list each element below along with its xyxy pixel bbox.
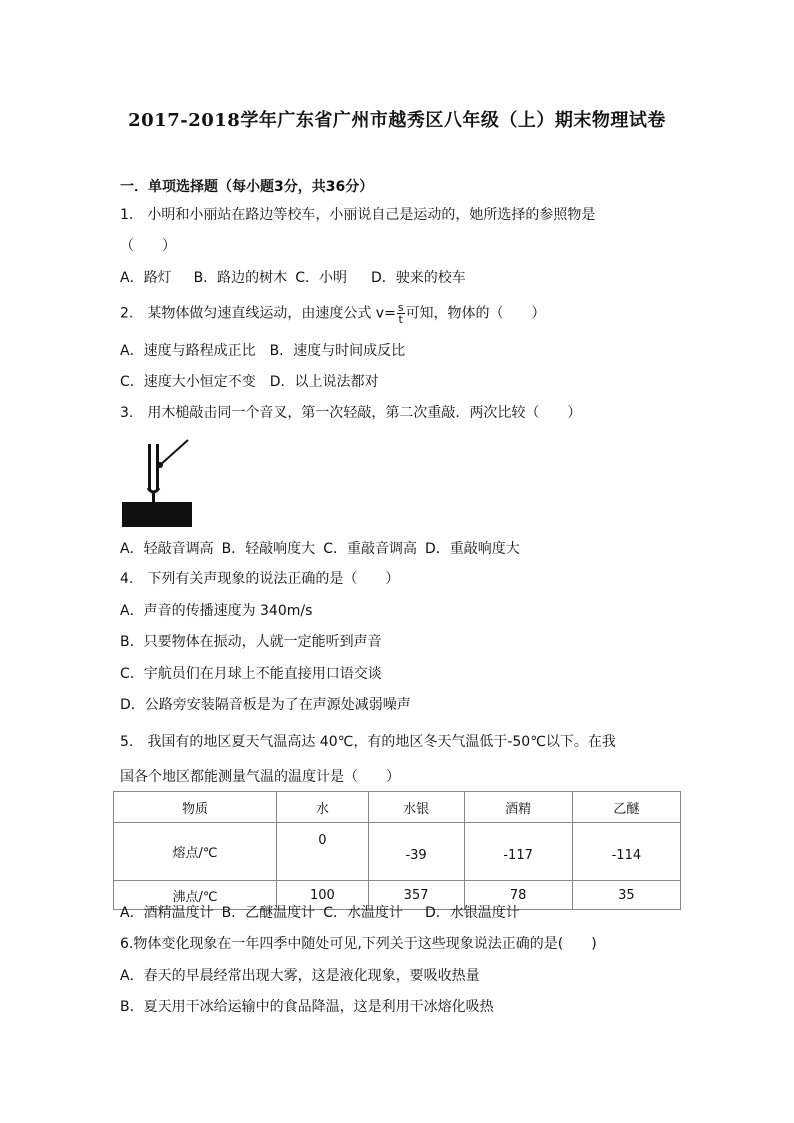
table-cell: 35: [572, 881, 680, 910]
table-cell: 0: [277, 823, 369, 881]
wooden-resonance-box: [122, 502, 192, 527]
question-5-options: [120, 903, 520, 923]
option-c: C．小明: [295, 270, 347, 286]
question-4-option-b: B．只要物体在振动，人就一定能听到声音: [120, 634, 382, 650]
fraction-denominator: t: [398, 313, 403, 326]
table-cell: 熔点/℃: [114, 823, 277, 881]
tuning-fork-prong-left: [148, 444, 151, 490]
question-4-stem: 4. 下列有关声现象的说法正确的是（ ）: [120, 571, 400, 587]
table-header-row: [114, 792, 681, 823]
question-4-option-a: A．声音的传播速度为 340m/s: [120, 603, 313, 619]
table-cell: -117: [464, 823, 572, 881]
table-cell: 78: [464, 881, 572, 910]
option-d: D．重敲响度大: [424, 541, 520, 557]
table-cell: -114: [572, 823, 680, 881]
option-a: A．轻敲音调高: [120, 541, 214, 557]
option-b: B．轻敲响度大: [221, 541, 316, 557]
option-a: A．路灯: [120, 270, 172, 286]
option-d: D．驶来的校车: [370, 270, 466, 286]
option-c: C．水温度计: [323, 905, 403, 921]
option-b: B．速度与时间成反比: [269, 343, 406, 359]
table-header-cell: 水银: [368, 792, 464, 823]
question-1-stem: 1. 小明和小丽站在路边等校车，小丽说自己是运动的，她所选择的参照物是: [120, 207, 596, 223]
table-cell: -39: [368, 823, 464, 881]
question-3-options: [120, 539, 520, 559]
option-d: D．以上说法都对: [269, 374, 379, 390]
table-header-cell: 水: [277, 792, 369, 823]
option-c: C．重敲音调高: [323, 541, 417, 557]
question-6-option-a: A．春天的早晨经常出现大雾，这是液化现象，要吸收热量: [120, 968, 480, 984]
question-6-option-b: B．夏天用干冰给运输中的食品降温，这是利用干冰熔化吸热: [120, 999, 494, 1015]
table-header-cell: 物质: [114, 792, 277, 823]
section-heading: 一．单项选择题（每小题3分，共36分）: [120, 179, 374, 195]
page-title: 2017-2018学年广东省广州市越秀区八年级（上）期末物理试卷: [128, 110, 666, 131]
question-2-options-row-2: [120, 372, 379, 392]
tuning-fork-figure: [120, 436, 194, 528]
tuning-fork-stem: [152, 492, 155, 502]
question-6-stem: 6.物体变化现象在一年四季中随处可见,下列关于这些现象说法正确的是( ): [120, 936, 597, 952]
fraction-numerator: s: [397, 301, 404, 314]
mallet-head: [157, 462, 163, 468]
option-b: B．路边的树木: [193, 270, 288, 286]
mallet-handle: [159, 440, 188, 466]
question-3-stem: 3. 用木槌敲击同一个音叉，第一次轻敲，第二次重敲．两次比较（ ）: [120, 405, 582, 421]
velocity-formula-fraction: [397, 302, 405, 325]
table-cell: 357: [368, 881, 464, 910]
question-4-option-d: D．公路旁安装隔音板是为了在声源处减弱噪声: [120, 697, 411, 713]
table-header-cell: 酒精: [464, 792, 572, 823]
substance-properties-table: [113, 791, 681, 910]
table-header-cell: 乙醚: [572, 792, 680, 823]
option-c: C．速度大小恒定不变: [120, 374, 256, 390]
question-4-option-c: C．宇航员们在月球上不能直接用口语交谈: [120, 666, 382, 682]
option-b: B．乙醚温度计: [221, 905, 316, 921]
tuning-fork-base: [148, 488, 159, 492]
question-2-stem: [120, 302, 546, 325]
option-a: A．速度与路程成正比: [120, 343, 256, 359]
table-cell: 100: [277, 881, 369, 910]
table-row-melting-point: [114, 823, 681, 881]
question-2-stem-post: 可知，物体的（ ）: [405, 305, 546, 322]
option-d: D．水银温度计: [424, 905, 520, 921]
question-2-stem-pre: 2. 某物体做匀速直线运动，由速度公式 v=: [120, 305, 396, 322]
question-5-stem-line-2: 国各个地区都能测量气温的温度计是（ ）: [120, 769, 400, 785]
question-2-options-row-1: [120, 341, 405, 361]
question-1-options: [120, 268, 466, 288]
question-5-stem-line-1: 5. 我国有的地区夏天气温高达 40℃，有的地区冬天气温低于-50℃以下。在我: [120, 734, 616, 750]
table-cell: 沸点/℃: [114, 881, 277, 910]
question-1-paren: （ ）: [120, 238, 176, 254]
option-a: A．酒精温度计: [120, 905, 214, 921]
